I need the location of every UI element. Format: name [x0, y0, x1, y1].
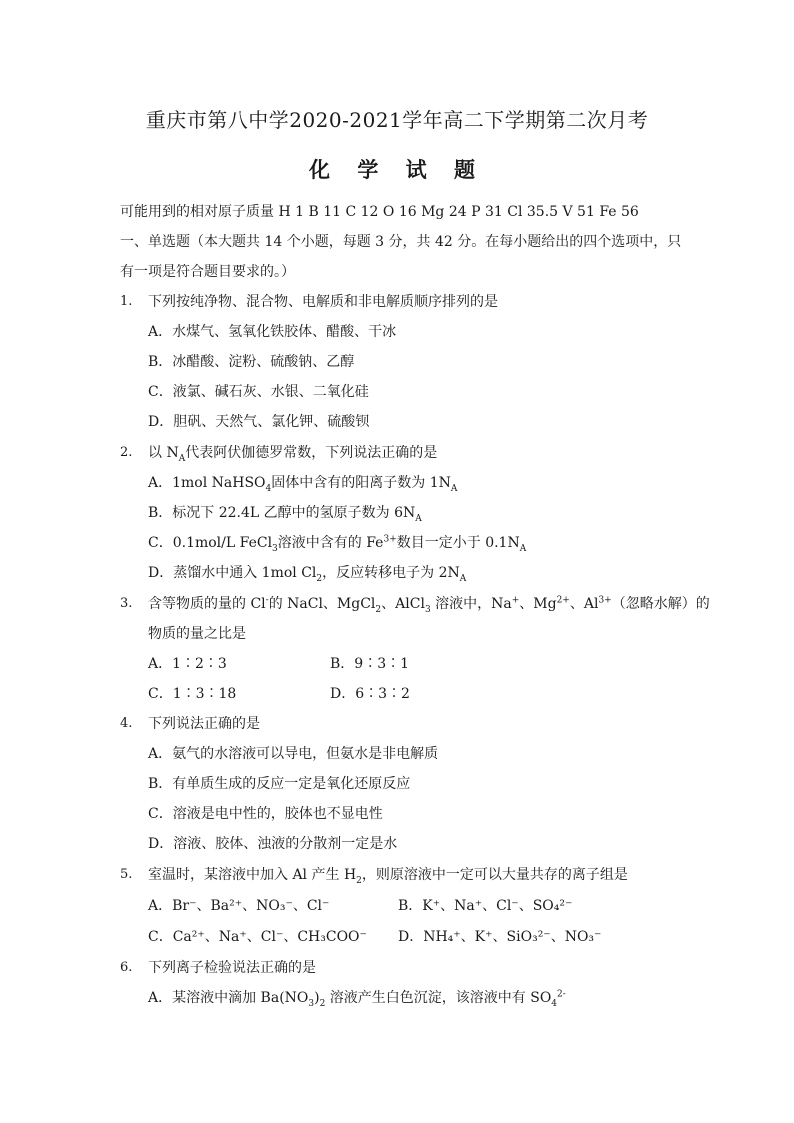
option-a: A．1mol NaHSO$_4$固体中含有的阳离子数为 $1N_A$ — [148, 475, 458, 494]
option-a: A．某溶液中滴加 $Ba(NO_3)_2$ 溶液产生白色沉淀，该溶液中有 $SO_4^{2-}$ — [148, 989, 566, 1009]
option-c: C．0.1mol/L FeCl$_3$溶液中含有的 $Fe^{3+}$数目一定小于 $0.1N_A$ — [148, 534, 527, 554]
option-b: B．冰醋酸、淀粉、硫酸钠、乙醇 — [148, 354, 355, 370]
option-d: D．胆矾、天然气、氯化钾、硫酸钡 — [148, 414, 370, 430]
option-d: D．蒸馏水中通入 1mol $Cl_2$，反应转移电子为 $2N_A$ — [148, 565, 467, 584]
option-b: B．9∶3∶1 — [330, 656, 410, 672]
option-d: D．6∶3∶2 — [330, 686, 410, 702]
option-c: C．1∶3∶18 — [148, 686, 237, 702]
question-number: 2. — [120, 445, 133, 460]
atomic-masses: 可能用到的相对原子质量 H 1 B 11 C 12 O 16 Mg 24 P 31 Cl 35.5 V 51 Fe 56 — [120, 204, 639, 220]
section-heading-line2: 有一项是符合题目要求的。） — [120, 264, 295, 280]
option-d: D．NH₄⁺、K⁺、SiO₃²⁻、NO₃⁻ — [398, 929, 602, 945]
option-c: C．Ca²⁺、Na⁺、Cl⁻、CH₃COO⁻ — [148, 929, 367, 945]
section-heading-line1: 一、单选题（本大题共 14 个小题，每题 3 分，共 42 分。在每小题给出的四个选项中，只 — [120, 234, 682, 250]
option-c: C．溶液是电中性的，胶体也不显电性 — [148, 806, 383, 822]
question-number: 1. — [120, 294, 133, 309]
option-a: A．Br⁻、Ba²⁺、NO₃⁻、Cl⁻ — [148, 898, 330, 914]
option-b: B．K⁺、Na⁺、Cl⁻、SO₄²⁻ — [398, 898, 573, 914]
question-stem: 下列离子检验说法正确的是 — [148, 960, 316, 976]
question-stem: 含等物质的量的 Cl-的 NaCl、MgCl$_2$、AlCl$_3$ 溶液中，Na+、$Mg^{2+}$、$Al^{3+}$（忽略水解）的 — [148, 595, 710, 615]
question-stem-cont: 物质的量之比是 — [148, 626, 246, 642]
option-a: A．水煤气、氢氧化铁胶体、醋酸、干冰 — [148, 324, 397, 340]
option-a: A．氨气的水溶液可以导电，但氨水是非电解质 — [148, 746, 439, 762]
option-b: B．有单质生成的反应一定是氧化还原反应 — [148, 776, 411, 792]
option-c: C．液氯、碱石灰、水银、二氧化硅 — [148, 384, 369, 400]
question-number: 6. — [120, 960, 133, 975]
question-number: 3. — [120, 596, 133, 611]
option-a: A．1∶2∶3 — [148, 656, 227, 672]
question-number: 4. — [120, 716, 133, 731]
question-stem: 下列按纯净物、混合物、电解质和非电解质顺序排列的是 — [148, 294, 498, 310]
option-b: B．标况下 22.4L 乙醇中的氢原子数为 $6N_A$ — [148, 505, 422, 524]
option-d: D．溶液、胶体、浊液的分散剂一定是水 — [148, 836, 398, 852]
question-number: 5. — [120, 867, 133, 882]
question-stem: 下列说法正确的是 — [148, 716, 260, 732]
question-stem: 以 $N_A$代表阿伏伽德罗常数，下列说法正确的是 — [148, 445, 438, 464]
question-stem: 室温时，某溶液中加入 Al 产生 $H_2$，则原溶液中一定可以大量共存的离子组是 — [148, 867, 628, 886]
page-subtitle: 化 学 试 题 — [309, 157, 485, 182]
page-title: 重庆市第八中学2020-2021学年高二下学期第二次月考 — [145, 108, 649, 132]
